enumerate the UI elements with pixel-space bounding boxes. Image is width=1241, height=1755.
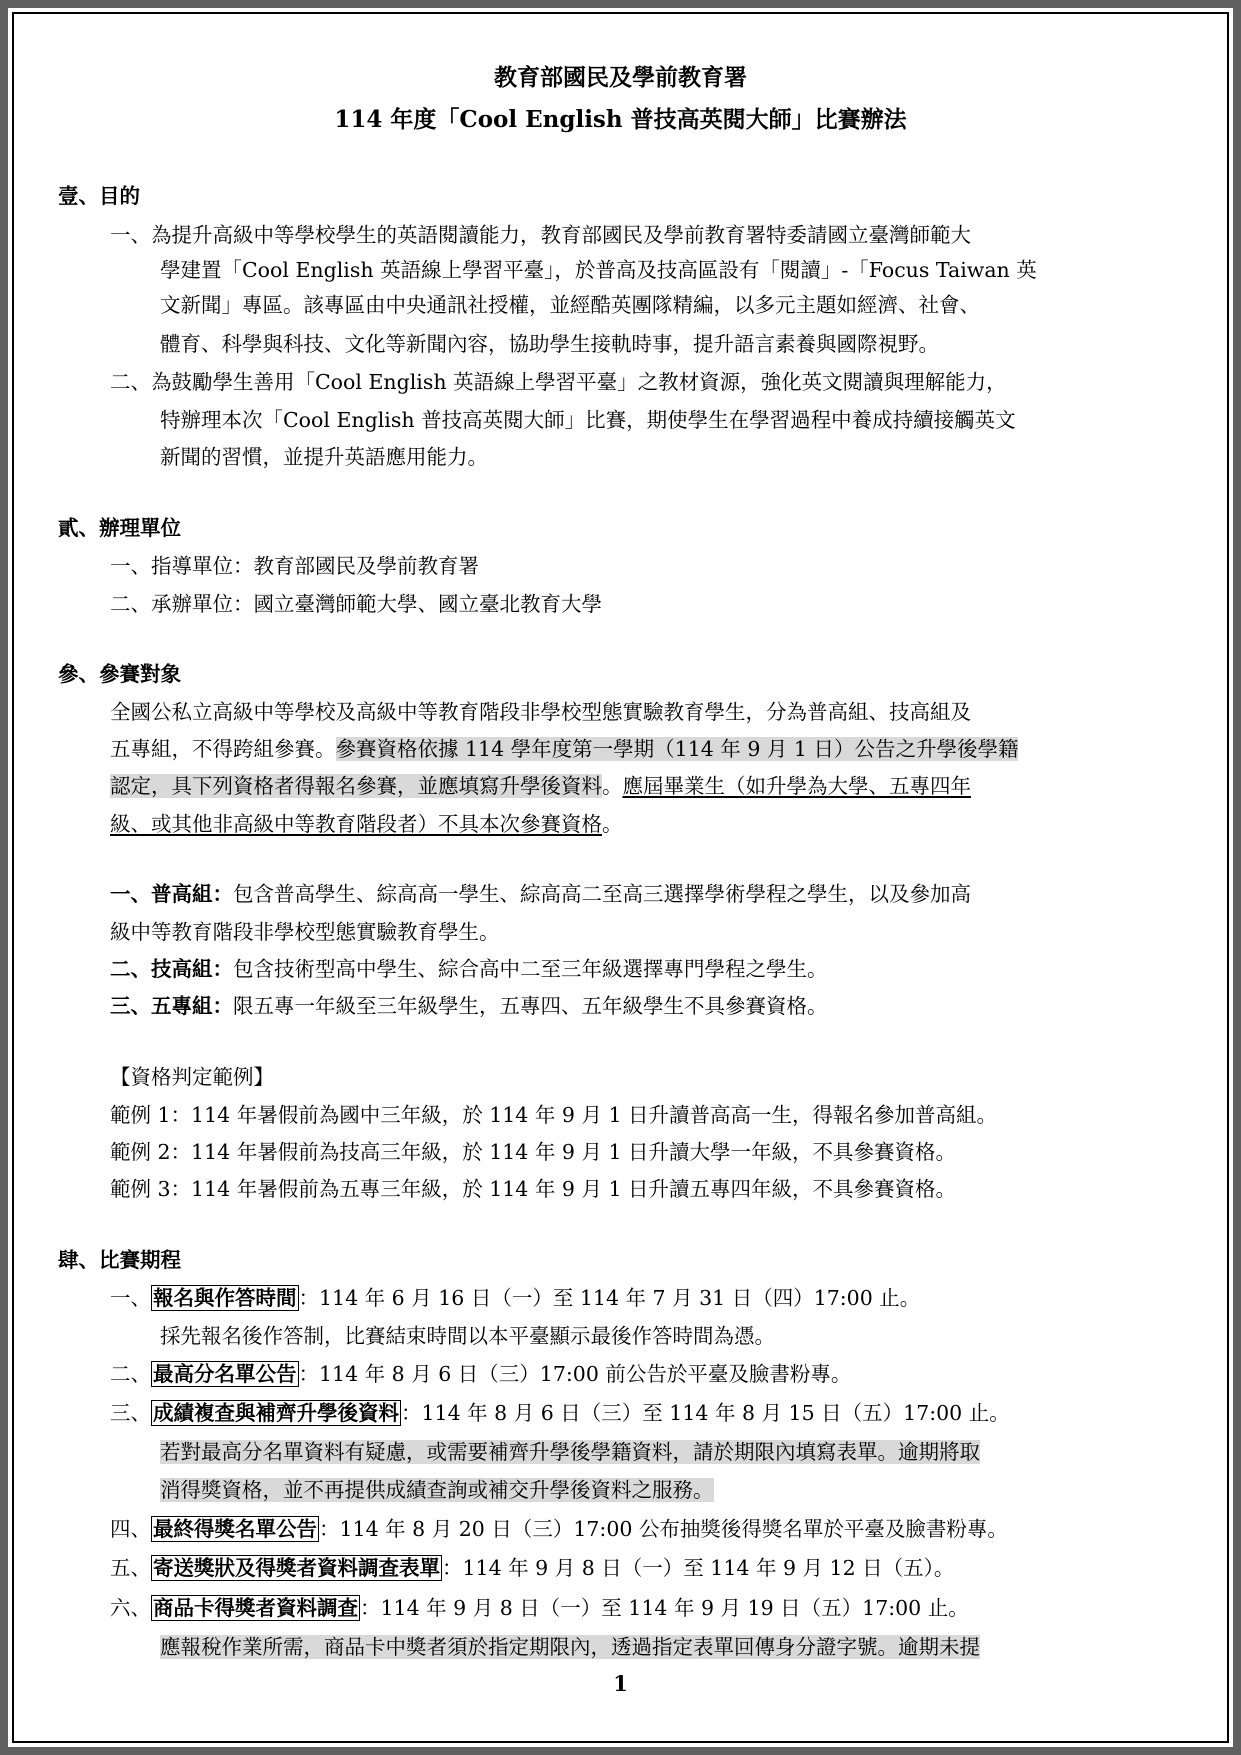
purpose-item-2-line-2: 特辦理本次「Cool English 普技高英閱大師」比賽，期使學生在學習過程中養成持續接觸英文 xyxy=(160,408,1016,432)
item-text: ：114 年 8 月 6 日（三）17:00 前公告於平臺及臉書粉專。 xyxy=(298,1362,852,1386)
doc-title-contest: 114 年度「Cool English 普技高英閱大師」比賽辦法 xyxy=(334,106,907,133)
item-boxed-label: 成績複查與補齊升學後資料 xyxy=(153,1401,399,1425)
organizer-host: 二、承辦單位：國立臺灣師範大學、國立臺北教育大學 xyxy=(110,592,602,616)
eligibility-text: 。 xyxy=(602,774,623,798)
group-vocational xyxy=(110,953,828,985)
schedule-item-1-note: 採先報名後作答制，比賽結束時間以本平臺顯示最後作答時間為憑。 xyxy=(160,1324,775,1348)
item-number: 三、 xyxy=(110,1401,151,1425)
item-boxed-label: 寄送獎狀及得獎者資料調查表單 xyxy=(153,1556,440,1580)
schedule-item-3-note-2 xyxy=(160,1474,714,1506)
eligibility-underline: 級、或其他非高級中等教育階段者）不具本次參賽資格 xyxy=(110,812,602,836)
example-3: 範例 3：114 年暑假前為五專三年級，於 114 年 9 月 1 日升讀五專四年級，不具參賽資格。 xyxy=(110,1177,957,1201)
item-number: 五、 xyxy=(110,1556,151,1580)
doc-title-agency: 教育部國民及學前教育署 xyxy=(494,64,747,91)
item-number: 四、 xyxy=(110,1517,151,1541)
schedule-item-1 xyxy=(110,1282,920,1314)
examples-heading: 【資格判定範例】 xyxy=(110,1065,274,1089)
example-2: 範例 2：114 年暑假前為技高三年級，於 114 年 9 月 1 日升讀大學一年級，不具參賽資格。 xyxy=(110,1140,957,1164)
item-number: 二、 xyxy=(110,1362,151,1386)
eligibility-line-3 xyxy=(110,770,971,802)
item-boxed-label: 商品卡得獎者資料調查 xyxy=(153,1596,358,1620)
item-number: 六、 xyxy=(110,1596,151,1620)
eligibility-highlight: 參賽資格依據 114 學年度第一學期（114 年 9 月 1 日）公告之升學後學籍 xyxy=(335,737,1019,761)
eligibility-text: 。 xyxy=(602,812,623,836)
note-highlight: 應報稅作業所需，商品卡中獎者須於指定期限內，透過指定表單回傳身分證字號。逾期未提 xyxy=(160,1635,980,1659)
group-general-line-1 xyxy=(110,878,971,910)
group-general-line-2: 級中等教育階段非學校型態實驗教育學生。 xyxy=(110,920,500,944)
section-heading-organizers: 貳、辦理單位 xyxy=(58,516,181,540)
eligibility-text: 五專組，不得跨組參賽。 xyxy=(110,737,336,761)
schedule-item-6-note xyxy=(160,1631,980,1663)
schedule-item-6 xyxy=(110,1592,969,1624)
schedule-item-3-note-1 xyxy=(160,1436,980,1468)
item-boxed-label: 最高分名單公告 xyxy=(153,1362,297,1386)
note-highlight: 消得獎資格，並不再提供成績查詢或補交升學後資料之服務。 xyxy=(160,1478,714,1502)
page-number: 1 xyxy=(613,1671,628,1696)
group-label: 三、五專組： xyxy=(110,994,233,1018)
group-label: 一、普高組： xyxy=(110,882,233,906)
schedule-item-4 xyxy=(110,1513,1008,1545)
note-highlight: 若對最高分名單資料有疑慮，或需要補齊升學後學籍資料，請於期限內填寫表單。逾期將取 xyxy=(160,1440,980,1464)
group-label: 二、技高組： xyxy=(110,957,233,981)
schedule-item-5 xyxy=(110,1552,954,1584)
purpose-item-2-line-3: 新聞的習慣，並提升英語應用能力。 xyxy=(160,445,488,469)
eligibility-highlight: 認定，具下列資格者得報名參賽，並應填寫升學後資料 xyxy=(110,774,602,798)
item-text: ：114 年 9 月 8 日（一）至 114 年 9 月 12 日（五）。 xyxy=(442,1556,955,1580)
group-text: 包含普高學生、綜高高一學生、綜高高二至高三選擇學術學程之學生，以及參加高 xyxy=(233,882,971,906)
purpose-item-1-line-1: 一、為提升高級中等學校學生的英語閱讀能力，教育部國民及學前教育署特委請國立臺灣師範大 xyxy=(110,223,971,247)
item-text: ：114 年 6 月 16 日（一）至 114 年 7 月 31 日（四）17:00 止。 xyxy=(298,1286,921,1310)
section-heading-schedule: 肆、比賽期程 xyxy=(58,1248,181,1272)
purpose-item-1-line-3: 文新聞」專區。該專區由中央通訊社授權，並經酷英團隊精編，以多元主題如經濟、社會、 xyxy=(160,293,980,317)
eligibility-line-4 xyxy=(110,808,623,840)
item-text: ：114 年 9 月 8 日（一）至 114 年 9 月 19 日（五）17:00 止。 xyxy=(360,1596,969,1620)
group-text: 限五專一年級至三年級學生，五專四、五年級學生不具參賽資格。 xyxy=(233,994,828,1018)
item-boxed-label: 報名與作答時間 xyxy=(153,1286,297,1310)
group-junior-college xyxy=(110,990,828,1022)
section-heading-eligibility: 參、參賽對象 xyxy=(58,662,181,686)
eligibility-underline: 應屆畢業生（如升學為大學、五專四年 xyxy=(622,774,971,798)
item-number: 一、 xyxy=(110,1286,151,1310)
purpose-item-1-line-4: 體育、科學與科技、文化等新聞內容，協助學生接軌時事，提升語言素養與國際視野。 xyxy=(160,332,939,356)
item-text: ：114 年 8 月 6 日（三）至 114 年 8 月 15 日（五）17:00 止。 xyxy=(401,1401,1010,1425)
purpose-item-2-line-1: 二、為鼓勵學生善用「Cool English 英語線上學習平臺」之教材資源，強化英文閱讀與理解能力， xyxy=(110,370,1007,394)
eligibility-line-2 xyxy=(110,733,1018,765)
example-1: 範例 1：114 年暑假前為國中三年級，於 114 年 9 月 1 日升讀普高高一生，得報名參加普高組。 xyxy=(110,1103,998,1127)
eligibility-line-1: 全國公私立高級中等學校及高級中等教育階段非學校型態實驗教育學生，分為普高組、技高組及 xyxy=(110,700,971,724)
schedule-item-3 xyxy=(110,1397,1010,1429)
organizer-supervisor: 一、指導單位：教育部國民及學前教育署 xyxy=(110,554,479,578)
purpose-item-1-line-2: 學建置「Cool English 英語線上學習平臺」，於普高及技高區設有「閱讀」-「Focus Taiwan 英 xyxy=(160,258,1037,282)
schedule-item-2 xyxy=(110,1358,851,1390)
item-boxed-label: 最終得獎名單公告 xyxy=(153,1517,317,1541)
section-heading-purpose: 壹、目的 xyxy=(58,184,140,208)
group-text: 包含技術型高中學生、綜合高中二至三年級選擇專門學程之學生。 xyxy=(233,957,828,981)
item-text: ：114 年 8 月 20 日（三）17:00 公布抽獎後得獎名單於平臺及臉書粉專。 xyxy=(319,1517,1008,1541)
